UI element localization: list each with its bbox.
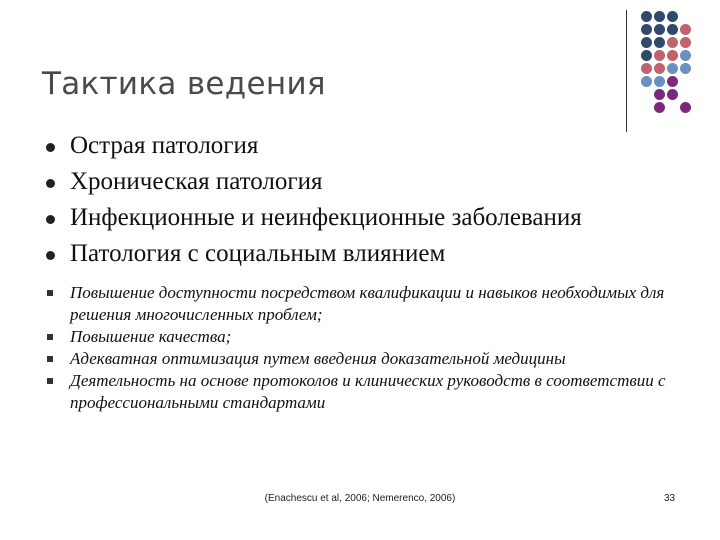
decorative-dot: [641, 63, 652, 74]
decorative-dot: [641, 11, 652, 22]
bullet-dot-icon: [46, 143, 55, 152]
decorative-dot: [667, 63, 678, 74]
square-bullet-icon: [47, 290, 53, 296]
decorative-dot: [654, 11, 665, 22]
page-number: 33: [664, 493, 676, 504]
divider-line: [626, 10, 627, 132]
decorative-dot: [680, 37, 691, 48]
decorative-dot: [667, 24, 678, 35]
bullet-dot-icon: [46, 215, 55, 224]
slide: Тактика ведения Острая патология Хроническая патология Инфекционные и неинфекционные заболевания Патология с социальным влиянием Повышение доступности посредством квалификации и навыков необходимых для решения многочисленных проблем; Повышение качества; Адекватная оптимизация путем введения доказательной медицины Деятельность на основе протоколов и клинических руководств в соответствии с профессиональными стандартами (Enachescu et al, 2006; Nemerenco, 2006) 33: [0, 0, 720, 540]
citation: (Enachescu et al, 2006; Nemerenco, 2006): [264, 493, 456, 504]
decorative-dot: [654, 24, 665, 35]
decorative-dot: [667, 76, 678, 87]
decorative-dot: [654, 76, 665, 87]
decorative-dot: [641, 76, 652, 87]
decorative-dot: [654, 37, 665, 48]
square-bullet-icon: [47, 378, 53, 384]
slide-title: Тактика ведения: [42, 66, 326, 102]
decorative-dot: [667, 89, 678, 100]
decorative-dot: [654, 89, 665, 100]
sub-bullet-item: Повышение доступности посредством квалификации и навыков необходимых для решения многочисленных проблем;: [46, 282, 666, 326]
sub-bullet-list: [46, 282, 666, 414]
bullet-dot-icon: [46, 179, 55, 188]
sub-bullet-item: Повышение качества;: [46, 326, 666, 348]
decorative-dot: [641, 24, 652, 35]
decorative-dot: [654, 102, 665, 113]
decorative-dot: [641, 50, 652, 61]
square-bullet-icon: [47, 356, 53, 362]
decorative-dot: [667, 11, 678, 22]
decorative-dot: [667, 37, 678, 48]
decorative-dot: [641, 37, 652, 48]
decorative-dot: [667, 50, 678, 61]
decorative-dot: [680, 50, 691, 61]
square-bullet-icon: [47, 334, 53, 340]
bullet-dot-icon: [46, 251, 55, 260]
sub-bullet-item: Адекватная оптимизация путем введения доказательной медицины: [46, 348, 666, 370]
decorative-dot: [680, 102, 691, 113]
decorative-dot: [654, 63, 665, 74]
decorative-dot-grid: [641, 11, 720, 116]
decorative-dot: [680, 24, 691, 35]
decorative-dot: [680, 63, 691, 74]
sub-bullet-item: Деятельность на основе протоколов и клинических руководств в соответствии с профессиональными стандартами: [46, 370, 666, 414]
decorative-dot: [654, 50, 665, 61]
